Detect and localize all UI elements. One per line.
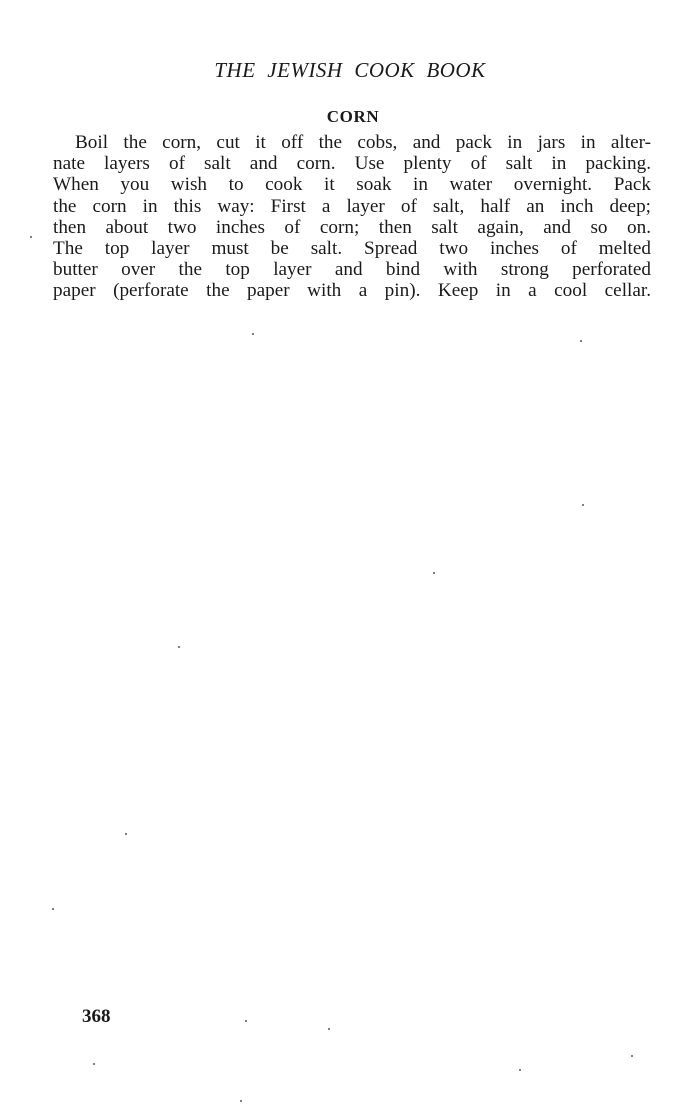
scan-speck (52, 908, 54, 910)
scan-speck (433, 572, 435, 574)
paragraph-line: paper (perforate the paper with a pin). Keep in a cool cellar. (53, 280, 651, 302)
scan-speck (582, 504, 584, 506)
paragraph-line: the corn in this way: First a layer of salt, half an inch deep; (53, 195, 651, 217)
scan-speck (93, 1063, 95, 1065)
scan-speck (240, 1100, 242, 1102)
scan-speck (125, 833, 127, 835)
page-number: 368 (82, 1006, 111, 1027)
scan-speck (519, 1069, 521, 1071)
scan-speck (178, 646, 180, 648)
section-title: CORN (326, 107, 380, 126)
paragraph-line: butter over the top layer and bind with strong perforated (53, 259, 651, 281)
paragraph-line: Boil the corn, cut it off the cobs, and pack in jars in alter- (75, 132, 651, 153)
running-head: THE JEWISH COOK BOOK (214, 58, 486, 82)
scan-speck (580, 340, 582, 342)
scan-speck (328, 1028, 330, 1030)
scan-speck (631, 1055, 633, 1057)
scan-speck (30, 236, 32, 238)
paragraph-line: then about two inches of corn; then salt again, and so on. (53, 216, 651, 238)
paragraph-line: When you wish to cook it soak in water overnight. Pack (53, 174, 651, 196)
paragraph-line: nate layers of salt and corn. Use plenty of salt in packing. (53, 153, 651, 175)
recipe-paragraph (53, 132, 651, 302)
scan-speck (252, 333, 254, 335)
scan-speck (245, 1020, 247, 1022)
paragraph-line: The top layer must be salt. Spread two inches of melted (53, 238, 651, 260)
